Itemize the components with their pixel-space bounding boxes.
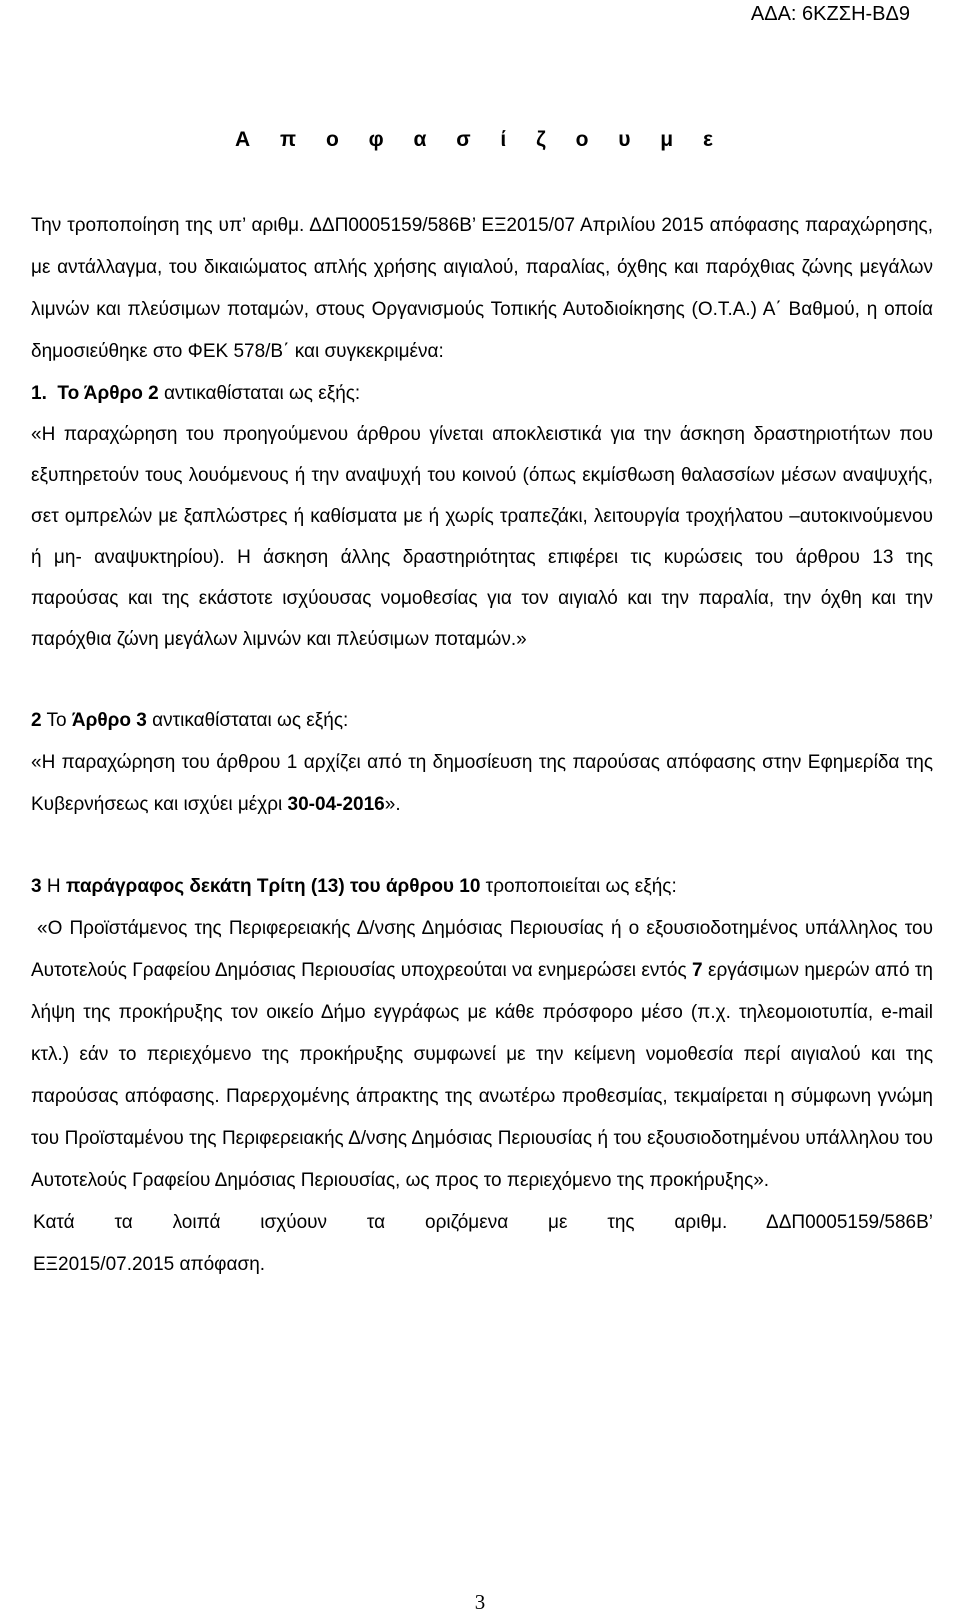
closing-line-2 bbox=[31, 1244, 933, 1286]
item-1-heading bbox=[31, 373, 933, 414]
item-3-heading-rest: τροποποιείται ως εξής: bbox=[480, 876, 677, 897]
item-1-number: 1. bbox=[31, 383, 47, 404]
item-3-heading bbox=[31, 866, 933, 908]
item-3-number: 3 bbox=[31, 876, 42, 897]
item-1-text bbox=[31, 414, 933, 660]
item-2-text-pre: «Η παραχώρηση του άρθρου 1 αρχίζει από τη δημοσίευση της παρούσας απόφασης στην Εφημερίδα της Κυβερνήσεως και ισχύει μέχρι bbox=[31, 752, 933, 815]
item-2-text bbox=[31, 742, 933, 826]
item-2-pre-article: Το bbox=[41, 710, 72, 731]
item-3-pre-heading: Η bbox=[41, 876, 66, 897]
item-3-text-post: εργάσιμων ημερών από τη λήψη της προκήρυξης τον οικείο Δήμο εγγράφως με κάθε πρόσφορο μέσο (π.χ. τηλεομοιοτυπία, e-mail κτλ.) εάν το περιεχόμενο της προκήρυξης συμφωνεί με την κείμενη νομοθεσία περί αιγιαλού και της παρούσας απόφασης. Παρερχομένης άπρακτης της ανωτέρω προθεσμίας, τεκμαίρεται η σύμφωνη γνώμη του Προϊσταμένου της Περιφερειακής Δ/νσης Δημόσιας Περιουσίας ή του εξουσιοδοτημένου υπάλληλου του Αυτοτελούς Γραφείου Δημόσιας Περιουσίας, ως προς το περιεχόμενο της προκήρυξης». bbox=[31, 960, 934, 1191]
document-body bbox=[31, 205, 933, 1286]
item-2-text-post: ». bbox=[384, 794, 401, 815]
closing-text-2: ΕΞ2015/07.2015 απόφαση. bbox=[33, 1254, 266, 1275]
item-2-heading-rest: αντικαθίσταται ως εξής: bbox=[146, 710, 349, 731]
item-2-number: 2 bbox=[31, 710, 42, 731]
intro-text: Την τροποποίηση της υπ’ αριθμ. ΔΔΠ0005159/586Β’ ΕΞ2015/07 Απριλίου 2015 απόφασης παραχώρησης, με αντάλλαγμα, του δικαιώματος απλής χρήσης αιγιαλού, παραλίας, όχθης και παρόχθιας ζώνης μεγάλων λιμνών και πλεύσιμων ποταμών, στους Οργανισμούς Τοπικής Αυτοδιοίκησης (Ο.Τ.Α.) Α΄ Βαθμού, η οποία δημοσιεύθηκε στο ΦΕΚ 578/Β΄ και συγκεκριμένα: bbox=[31, 215, 933, 362]
item-1-article-label: Το Άρθρο 2 bbox=[57, 383, 159, 404]
decision-title: Α π ο φ α σ ί ζ ο υ μ ε bbox=[235, 128, 725, 151]
item-3-text-pre: «Ο Προϊστάμενος της Περιφερειακής Δ/νσης Δημόσιας Περιουσίας ή ο εξουσιοδοτημένος υπάλληλος του Αυτοτελούς Γραφείου Δημόσιας Περιουσίας υποχρεούται να ενημερώσει εντός bbox=[31, 918, 933, 981]
closing-line-1 bbox=[31, 1202, 933, 1244]
item-2-date: 30-04-2016 bbox=[287, 794, 385, 815]
intro-paragraph bbox=[31, 205, 933, 373]
page-number: 3 bbox=[474, 1590, 486, 1614]
item-2-article-label: Άρθρο 3 bbox=[71, 710, 147, 731]
item-2-heading bbox=[31, 700, 933, 742]
spacer bbox=[31, 826, 933, 866]
spacer bbox=[31, 660, 933, 700]
item-3-text bbox=[31, 908, 933, 1202]
closing-text-1: Κατά τα λοιπά ισχύουν τα οριζόμενα με της αριθμ. ΔΔΠ0005159/586Β’ bbox=[33, 1212, 933, 1233]
item-1-heading-rest: αντικαθίσταται ως εξής: bbox=[158, 383, 361, 404]
item-1-text-part1: «Η παραχώρηση του προηγούμενου άρθρου γίνεται αποκλειστικά για την άσκηση δραστηριοτήτων που εξυπηρετούν τους λουόμενους ή την αναψυχή του κοινού (όπως εκμίσθωση θαλασσίων μέσων αναψυχής, σετ ομπρελών με ξαπλώστρες ή καθίσματα με ή χωρίς τραπεζάκι, λειτουργία τροχήλατου –αυτοκινούμενου ή μη- αναψυκτηρίου). bbox=[31, 424, 933, 568]
ada-code: ΑΔΑ: 6ΚΖΣΗ-ΒΔ9 bbox=[750, 3, 910, 25]
item-3-heading-bold: παράγραφος δεκάτη Τρίτη (13) του άρθρου 10 bbox=[65, 876, 481, 897]
item-3-days: 7 bbox=[692, 960, 703, 981]
item-1-text-part2: Η άσκηση άλλης δραστηριότητας επιφέρει τις κυρώσεις του άρθρου 13 της παρούσας και της εκάστοτε ισχύουσας νομοθεσίας για τον αιγιαλό και την παραλία, την όχθη και την παρόχθια ζώνη μεγάλων λιμνών και πλεύσιμων ποταμών.» bbox=[31, 547, 933, 650]
